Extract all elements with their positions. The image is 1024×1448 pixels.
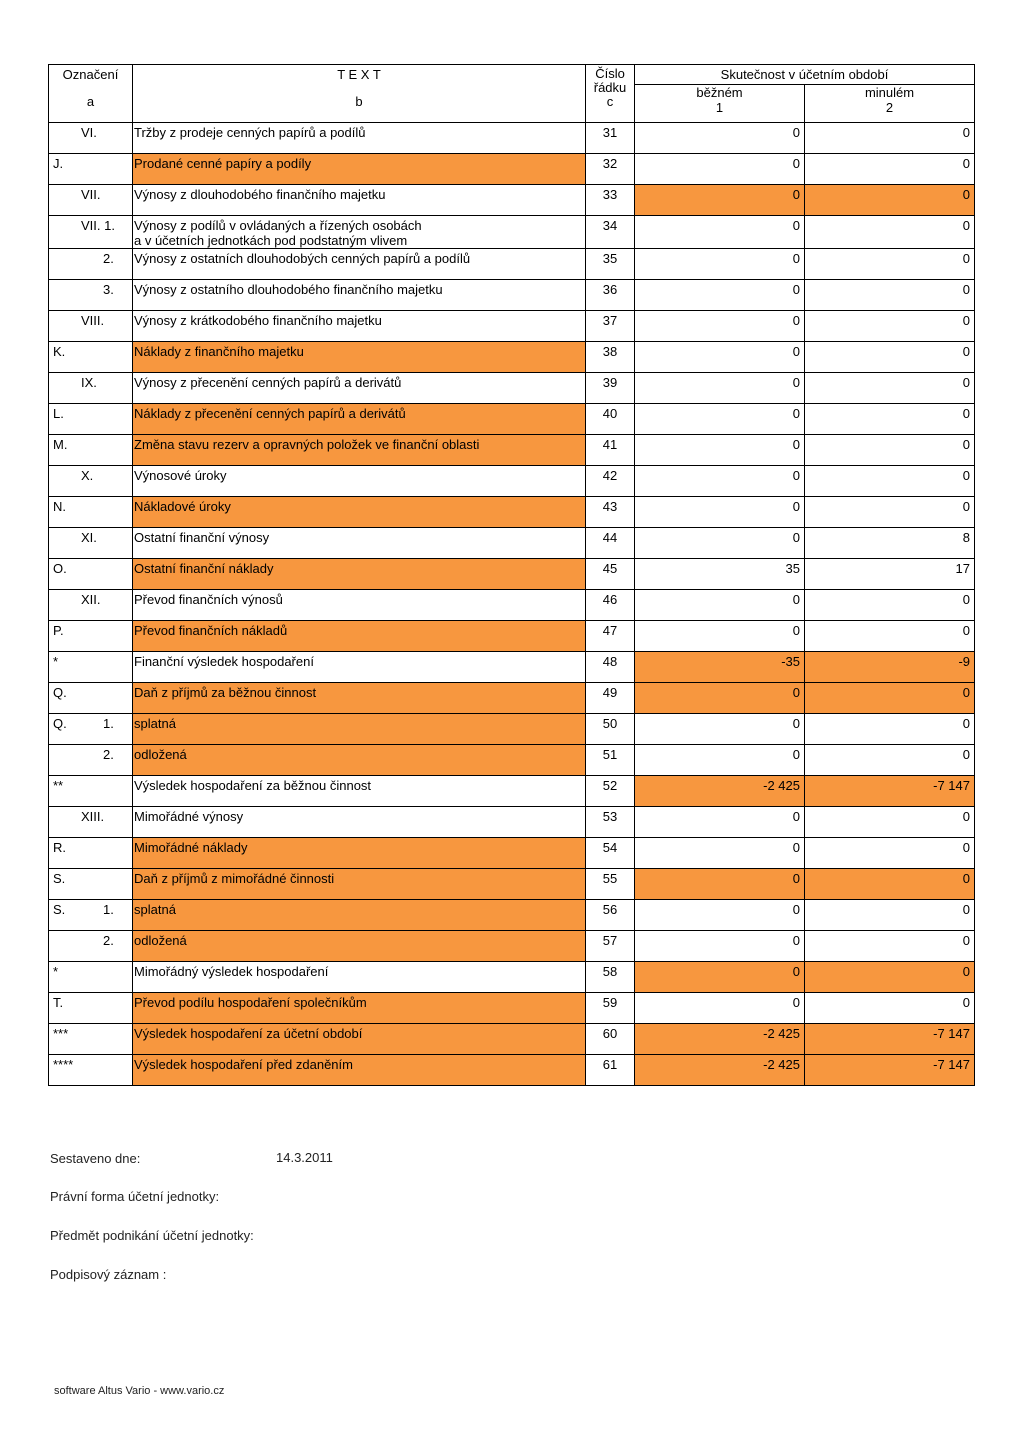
row-code <box>49 185 133 216</box>
row-code <box>49 466 133 497</box>
income-statement-table <box>48 64 975 1086</box>
table-row <box>49 1055 975 1086</box>
row-text-line: Nákladové úroky <box>134 499 231 514</box>
row-line-number: 46 <box>586 590 635 621</box>
row-current-value: 0 <box>635 249 805 280</box>
row-code-text: 2. <box>103 747 114 762</box>
row-current-value: 0 <box>635 962 805 993</box>
row-previous-value: 0 <box>805 373 975 404</box>
row-line-number: 35 <box>586 249 635 280</box>
row-text-line: Mimořádný výsledek hospodaření <box>134 964 329 979</box>
table-row <box>49 652 975 683</box>
row-line-number: 37 <box>586 311 635 342</box>
table-row <box>49 497 975 528</box>
row-code-text: 3. <box>103 282 114 297</box>
row-code-text: M. <box>53 437 68 452</box>
row-code <box>49 404 133 435</box>
signature-label: Podpisový záznam : <box>50 1267 167 1282</box>
header-current-sub: 1 <box>715 100 724 115</box>
row-text <box>133 838 586 869</box>
row-code-text: L. <box>53 406 64 421</box>
row-line-number: 60 <box>586 1024 635 1055</box>
table-row <box>49 807 975 838</box>
row-code-text: VIII. <box>81 313 105 328</box>
table-row <box>49 1024 975 1055</box>
row-current-value: 0 <box>635 745 805 776</box>
row-current-value: 0 <box>635 869 805 900</box>
row-line-number: 40 <box>586 404 635 435</box>
header-col-c-label-2: řádku <box>593 80 627 95</box>
row-code-sub: 1. <box>103 902 114 917</box>
row-text <box>133 590 586 621</box>
row-line-number: 52 <box>586 776 635 807</box>
row-line-number: 31 <box>586 123 635 154</box>
table-row <box>49 466 975 497</box>
row-text <box>133 466 586 497</box>
row-previous-value: 0 <box>805 311 975 342</box>
row-line-number: 49 <box>586 683 635 714</box>
table-row <box>49 776 975 807</box>
row-code-text: *** <box>53 1026 69 1041</box>
row-code-text: VII. <box>81 187 101 202</box>
table-row <box>49 683 975 714</box>
row-text <box>133 404 586 435</box>
row-previous-value: 0 <box>805 962 975 993</box>
row-text-line: Ostatní finanční výnosy <box>134 530 270 545</box>
row-code <box>49 528 133 559</box>
header-current <box>635 85 805 123</box>
row-current-value: 0 <box>635 807 805 838</box>
row-text-line: odložená <box>134 933 187 948</box>
row-previous-value: 0 <box>805 931 975 962</box>
row-current-value: 35 <box>635 559 805 590</box>
table-row <box>49 900 975 931</box>
row-text-line: Převod finančních nákladů <box>134 623 288 638</box>
row-line-number: 44 <box>586 528 635 559</box>
row-current-value: 0 <box>635 931 805 962</box>
header-period-title: Skutečnost v účetním období <box>635 65 975 85</box>
row-line-number: 43 <box>586 497 635 528</box>
row-text-line: Výnosy z přecenění cenných papírů a derivátů <box>134 375 402 390</box>
row-previous-value: 0 <box>805 154 975 185</box>
row-line-number: 53 <box>586 807 635 838</box>
row-text <box>133 1024 586 1055</box>
row-code <box>49 590 133 621</box>
row-line-number: 39 <box>586 373 635 404</box>
table-row <box>49 216 975 249</box>
row-code <box>49 869 133 900</box>
row-previous-value: 0 <box>805 807 975 838</box>
legal-form-label: Právní forma účetní jednotky: <box>50 1189 220 1204</box>
table-row <box>49 373 975 404</box>
business-subject-label: Předmět podnikání účetní jednotky: <box>50 1228 254 1243</box>
table-row <box>49 404 975 435</box>
row-text <box>133 931 586 962</box>
row-text <box>133 993 586 1024</box>
table-row <box>49 962 975 993</box>
row-line-number: 55 <box>586 869 635 900</box>
compiled-date-value: 14.3.2011 <box>276 1150 333 1165</box>
row-code <box>49 683 133 714</box>
row-text-line: Výnosy z krátkodobého finančního majetku <box>134 313 382 328</box>
row-code <box>49 962 133 993</box>
row-previous-value: -7 147 <box>805 776 975 807</box>
row-code-text: IX. <box>81 375 97 390</box>
row-previous-value: 0 <box>805 745 975 776</box>
row-code <box>49 559 133 590</box>
row-code-text: P. <box>53 623 64 638</box>
row-text-line: Výsledek hospodaření za účetní období <box>134 1026 363 1041</box>
row-line-number: 33 <box>586 185 635 216</box>
row-previous-value: 0 <box>805 185 975 216</box>
row-current-value: 0 <box>635 154 805 185</box>
row-previous-value: 0 <box>805 683 975 714</box>
row-text <box>133 373 586 404</box>
row-previous-value: 0 <box>805 342 975 373</box>
row-code <box>49 154 133 185</box>
row-text <box>133 123 586 154</box>
row-code-text: S. <box>53 871 66 886</box>
row-code <box>49 249 133 280</box>
row-text <box>133 311 586 342</box>
row-current-value: 0 <box>635 185 805 216</box>
table-row <box>49 993 975 1024</box>
row-line-number: 45 <box>586 559 635 590</box>
row-current-value: 0 <box>635 838 805 869</box>
table-row <box>49 123 975 154</box>
header-col-a-sub: a <box>86 94 95 109</box>
row-line-number: 59 <box>586 993 635 1024</box>
table-row <box>49 838 975 869</box>
row-current-value: 0 <box>635 714 805 745</box>
row-code-text: XIII. <box>81 809 105 824</box>
row-text-line: Prodané cenné papíry a podíly <box>134 156 312 171</box>
row-current-value: 0 <box>635 528 805 559</box>
row-code-text: XII. <box>81 592 101 607</box>
row-code <box>49 216 133 249</box>
row-line-number: 61 <box>586 1055 635 1086</box>
row-current-value: 0 <box>635 123 805 154</box>
header-col-b-label: T E X T <box>337 67 381 82</box>
row-previous-value: 0 <box>805 993 975 1024</box>
row-text <box>133 342 586 373</box>
row-code-text: Q. <box>53 716 67 731</box>
row-previous-value: 0 <box>805 838 975 869</box>
row-code-text: XI. <box>81 530 97 545</box>
row-code <box>49 435 133 466</box>
row-line-number: 51 <box>586 745 635 776</box>
row-text <box>133 621 586 652</box>
row-line-number: 42 <box>586 466 635 497</box>
row-current-value: 0 <box>635 900 805 931</box>
row-text-line: Výsledek hospodaření za běžnou činnost <box>134 778 372 793</box>
row-current-value: 0 <box>635 216 805 249</box>
row-current-value: -2 425 <box>635 1055 805 1086</box>
header-col-b <box>133 65 586 123</box>
row-previous-value: 0 <box>805 466 975 497</box>
row-code-text: O. <box>53 561 67 576</box>
header-col-c-label-1: Číslo <box>595 66 625 81</box>
row-code <box>49 993 133 1024</box>
row-code-text: N. <box>53 499 66 514</box>
row-previous-value: 0 <box>805 280 975 311</box>
row-current-value: 0 <box>635 683 805 714</box>
row-previous-value: 0 <box>805 869 975 900</box>
row-text-line: Mimořádné výnosy <box>134 809 244 824</box>
row-code <box>49 900 133 931</box>
row-text-line: Převod finančních výnosů <box>134 592 283 607</box>
table-row <box>49 714 975 745</box>
row-line-number: 41 <box>586 435 635 466</box>
row-text <box>133 776 586 807</box>
header-col-c <box>586 65 635 123</box>
row-code-text: * <box>53 964 59 979</box>
row-previous-value: 0 <box>805 497 975 528</box>
row-code <box>49 497 133 528</box>
row-current-value: 0 <box>635 590 805 621</box>
row-text-line: Daň z příjmů z mimořádné činnosti <box>134 871 335 886</box>
row-current-value: -2 425 <box>635 776 805 807</box>
table-row <box>49 869 975 900</box>
row-code-text: VII. 1. <box>81 218 115 233</box>
header-col-c-sub: c <box>606 94 614 109</box>
row-text-line: Výnosy z dlouhodobého finančního majetku <box>134 187 386 202</box>
table-row <box>49 435 975 466</box>
row-current-value: 0 <box>635 993 805 1024</box>
row-text-line: splatná <box>134 716 176 731</box>
row-text-line: splatná <box>134 902 176 917</box>
header-col-a-label: Označení <box>62 67 119 82</box>
row-text <box>133 559 586 590</box>
row-text <box>133 185 586 216</box>
row-current-value: 0 <box>635 342 805 373</box>
row-code <box>49 123 133 154</box>
row-code <box>49 714 133 745</box>
row-code-text: S. <box>53 902 66 917</box>
row-code-text: **** <box>53 1057 74 1072</box>
row-text-line: Daň z příjmů za běžnou činnost <box>134 685 317 700</box>
row-line-number: 36 <box>586 280 635 311</box>
row-text <box>133 683 586 714</box>
row-current-value: -35 <box>635 652 805 683</box>
row-code-text: J. <box>53 156 64 171</box>
row-line-number: 48 <box>586 652 635 683</box>
row-code <box>49 838 133 869</box>
row-text-line: Náklady z přecenění cenných papírů a derivátů <box>134 406 406 421</box>
row-text-line: Změna stavu rezerv a opravných položek ve finanční oblasti <box>134 437 480 452</box>
row-code <box>49 311 133 342</box>
row-previous-value: 0 <box>805 900 975 931</box>
row-current-value: 0 <box>635 373 805 404</box>
row-text-line: Výnosové úroky <box>134 468 227 483</box>
row-text <box>133 249 586 280</box>
row-text-line: Převod podílu hospodaření společníkům <box>134 995 367 1010</box>
row-text-line: Mimořádné náklady <box>134 840 248 855</box>
row-code <box>49 652 133 683</box>
row-code-text: ** <box>53 778 64 793</box>
row-text <box>133 869 586 900</box>
table-row <box>49 311 975 342</box>
row-previous-value: 0 <box>805 714 975 745</box>
table-row <box>49 559 975 590</box>
row-previous-value: 0 <box>805 590 975 621</box>
row-code-sub: 1. <box>103 716 114 731</box>
row-code <box>49 1024 133 1055</box>
header-col-a <box>49 65 133 123</box>
row-code <box>49 931 133 962</box>
row-text <box>133 807 586 838</box>
row-code <box>49 807 133 838</box>
table-row <box>49 621 975 652</box>
row-previous-value: 0 <box>805 123 975 154</box>
row-line-number: 47 <box>586 621 635 652</box>
row-code <box>49 776 133 807</box>
row-previous-value: 17 <box>805 559 975 590</box>
header-previous-sub: 2 <box>885 100 894 115</box>
row-previous-value: 8 <box>805 528 975 559</box>
row-text-line: Výnosy z ostatního dlouhodobého finančního majetku <box>134 282 443 297</box>
table-row <box>49 154 975 185</box>
row-text <box>133 216 586 249</box>
row-previous-value: 0 <box>805 621 975 652</box>
row-code-text: VI. <box>81 125 97 140</box>
row-previous-value: -9 <box>805 652 975 683</box>
table-row <box>49 528 975 559</box>
row-line-number: 54 <box>586 838 635 869</box>
row-text <box>133 652 586 683</box>
row-text <box>133 714 586 745</box>
row-code-text: Q. <box>53 685 67 700</box>
row-text-line: Tržby z prodeje cenných papírů a podílů <box>134 125 366 140</box>
row-text-line: odložená <box>134 747 187 762</box>
row-text <box>133 435 586 466</box>
table-row <box>49 185 975 216</box>
row-text <box>133 528 586 559</box>
row-code <box>49 1055 133 1086</box>
row-line-number: 57 <box>586 931 635 962</box>
row-text <box>133 1055 586 1086</box>
header-previous-label: minulém <box>864 85 915 100</box>
row-code <box>49 621 133 652</box>
row-line-number: 58 <box>586 962 635 993</box>
compiled-date-label: Sestaveno dne: <box>50 1151 141 1166</box>
header-row-1 <box>49 65 975 85</box>
row-current-value: 0 <box>635 435 805 466</box>
table-row <box>49 249 975 280</box>
row-line-number: 32 <box>586 154 635 185</box>
row-text-line: Výnosy z ostatních dlouhodobých cenných papírů a podílů <box>134 251 471 266</box>
header-previous <box>805 85 975 123</box>
table-row <box>49 342 975 373</box>
row-previous-value: -7 147 <box>805 1055 975 1086</box>
row-current-value: 0 <box>635 497 805 528</box>
row-text <box>133 497 586 528</box>
row-previous-value: 0 <box>805 435 975 466</box>
row-previous-value: -7 147 <box>805 1024 975 1055</box>
table-row <box>49 590 975 621</box>
row-text-line: Náklady z finančního majetku <box>134 344 304 359</box>
row-text <box>133 900 586 931</box>
row-text-line: Finanční výsledek hospodaření <box>134 654 314 669</box>
row-code <box>49 373 133 404</box>
row-previous-value: 0 <box>805 216 975 249</box>
row-code <box>49 745 133 776</box>
row-current-value: 0 <box>635 404 805 435</box>
row-current-value: 0 <box>635 311 805 342</box>
row-code-text: T. <box>53 995 64 1010</box>
row-current-value: -2 425 <box>635 1024 805 1055</box>
row-text <box>133 745 586 776</box>
row-text-line: Výnosy z podílů v ovládaných a řízených osobách <box>134 218 422 233</box>
table-row <box>49 931 975 962</box>
row-line-number: 50 <box>586 714 635 745</box>
row-current-value: 0 <box>635 280 805 311</box>
row-code <box>49 280 133 311</box>
row-current-value: 0 <box>635 621 805 652</box>
header-col-b-sub: b <box>355 94 363 109</box>
row-line-number: 56 <box>586 900 635 931</box>
row-current-value: 0 <box>635 466 805 497</box>
row-previous-value: 0 <box>805 404 975 435</box>
row-code-text: 2. <box>103 933 114 948</box>
row-code-text: R. <box>53 840 66 855</box>
row-text-line: Výsledek hospodaření před zdaněním <box>134 1057 353 1072</box>
row-text-line: a v účetních jednotkách pod podstatným vlivem <box>134 233 408 248</box>
table-row <box>49 745 975 776</box>
row-line-number: 34 <box>586 216 635 249</box>
row-text <box>133 280 586 311</box>
row-text <box>133 962 586 993</box>
table-row <box>49 280 975 311</box>
row-text <box>133 154 586 185</box>
row-previous-value: 0 <box>805 249 975 280</box>
header-current-label: běžném <box>696 85 743 100</box>
row-line-number: 38 <box>586 342 635 373</box>
row-code-text: K. <box>53 344 66 359</box>
row-text-line: Ostatní finanční náklady <box>134 561 274 576</box>
row-code <box>49 342 133 373</box>
row-code-text: * <box>53 654 59 669</box>
row-code-text: X. <box>81 468 94 483</box>
software-footer: software Altus Vario - www.vario.cz <box>54 1385 225 1397</box>
row-code-text: 2. <box>103 251 114 266</box>
